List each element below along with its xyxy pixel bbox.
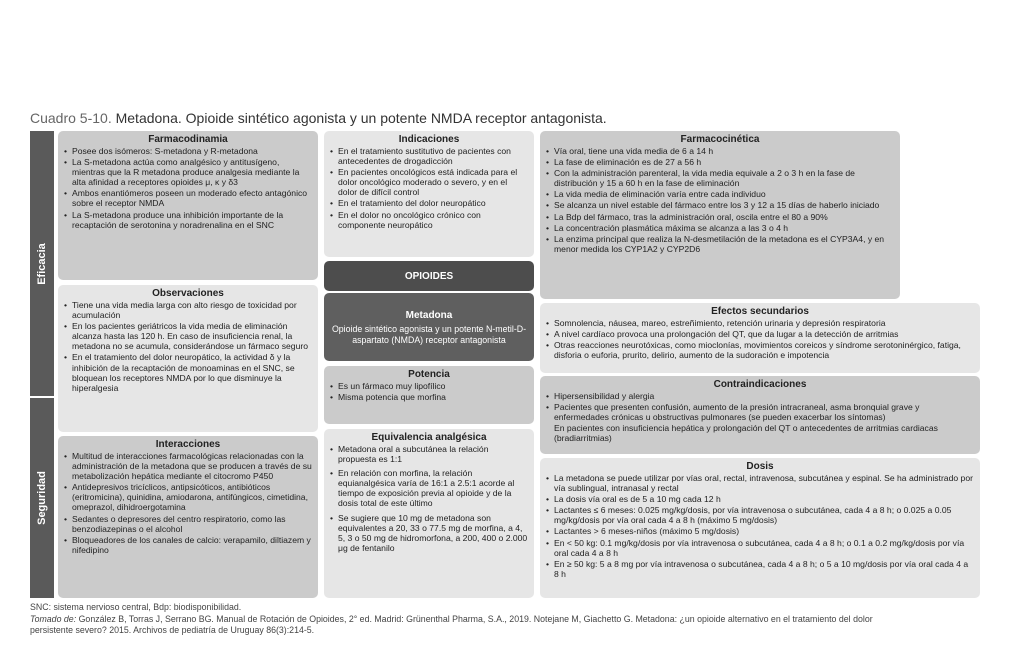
farmacodinamia-list — [64, 146, 312, 230]
table-title — [30, 110, 607, 126]
source-label: Tomado de: — [30, 613, 77, 624]
efectos-heading: Efectos secundarios — [711, 306, 809, 317]
list-item: • En el dolor no oncológico crónico con componente neuropático — [330, 210, 528, 230]
list-item: • La Bdp del fármaco, tras la administración oral, oscila entre el 80 a 90% — [546, 212, 894, 222]
indicaciones-list — [330, 146, 528, 230]
list-item: • En los pacientes geriátricos la vida media de eliminación alcanza hasta las 120 h. En caso de insuficiencia renal, la metadona no se acumula, considerándose un fármaco seguro — [64, 321, 312, 351]
list-item: • Somnolencia, náusea, mareo, estreñimiento, retención urinaria y depresión respiratoria — [546, 318, 974, 328]
equivalencia-heading: Equivalencia analgésica — [371, 432, 487, 443]
list-item: • Hipersensibilidad y alergia — [546, 391, 974, 401]
list-item: • La enzima principal que realiza la N-desmetilación de la metadona es el CYP3A4, y en menor medida los CYP1A2 y CYP2D6 — [546, 234, 894, 254]
list-item: • La vida media de eliminación varía entre cada individuo — [546, 189, 894, 199]
opioides-label: OPIOIDES — [404, 271, 454, 282]
list-item: • En el tratamiento sustitutivo de pacientes con antecedentes de drogadicción — [330, 146, 528, 166]
equivalencia-list — [330, 444, 528, 553]
interacciones-box — [58, 436, 318, 598]
list-item: • Multitud de interacciones farmacológicas relacionadas con la administración de la metadona que se producen a través de su metabolización hepática mediante el citocromo P450 — [64, 451, 312, 481]
contraindicaciones-list — [546, 391, 974, 443]
list-item: • A nivel cardíaco provoca una prolongación del QT, que da lugar a la detección de arritmias — [546, 329, 974, 339]
source-note — [30, 614, 910, 637]
list-item: • En relación con morfina, la relación equianalgésica varía de 16:1 a 2.5:1 acorde al tiempo de exposición previa al opioide y de la dosis total de este último — [330, 468, 528, 508]
list-item: En pacientes con insuficiencia hepática y prolongación del QT o antecedentes de arritmias cardiacas (bradiarritmias) — [554, 423, 938, 444]
observaciones-list — [64, 300, 312, 393]
list-item: • Sedantes o depresores del centro respiratorio, como las benzodiazepinas o el alcohol — [64, 514, 312, 534]
opioides-box — [324, 261, 534, 291]
list-item: • Tiene una vida media larga con alto riesgo de toxicidad por acumulación — [64, 300, 312, 320]
list-item: • La concentración plasmática máxima se alcanza a las 3 o 4 h — [546, 223, 894, 233]
list-item: • En el tratamiento del dolor neuropático, la actividad δ y la inhibición de la recaptación de monoaminas en el SNC, se bloquean los receptores NMDA por lo que disminuye la hiperalgesia — [64, 352, 312, 392]
dosis-box — [540, 458, 980, 598]
list-item: • La fase de eliminación es de 27 a 56 h — [546, 157, 894, 167]
dosis-list — [546, 473, 974, 579]
sidebar-eficacia — [30, 131, 54, 396]
potencia-heading: Potencia — [408, 369, 450, 380]
observaciones-box — [58, 285, 318, 432]
indicaciones-heading: Indicaciones — [398, 134, 460, 145]
metadona-description: Opioide sintético agonista y un potente N-metil-D-aspartato (NMDA) receptor antagonista — [331, 324, 527, 345]
metadona-heading: Metadona — [405, 310, 453, 321]
interacciones-heading: Interacciones — [155, 439, 221, 450]
sidebar-seguridad — [30, 398, 54, 598]
list-item: • La dosis vía oral es de 5 a 10 mg cada 12 h — [546, 494, 974, 504]
list-item: • Lactantes ≤ 6 meses: 0.025 mg/kg/dosis, por vía intravenosa o subcutánea, cada 4 a 8 h; o 0.025 a 0.05 mg/kg/dosis por vía oral cada 4 a 8 h (máximo 5 mg/dosis) — [546, 505, 974, 525]
list-item: • Misma potencia que morfina — [330, 392, 528, 402]
farmacodinamia-box — [58, 131, 318, 280]
list-item: • La S-metadona produce una inhibición importante de la recaptación de serotonina y noradrenalina en el SNC — [64, 210, 312, 230]
indicaciones-box — [324, 131, 534, 257]
potencia-list — [330, 381, 528, 402]
list-item: • La S-metadona actúa como analgésico y antitusígeno, mientras que la R metadona produce analgesia mediante la alta afinidad a receptores opioides μ, κ y δ3 — [64, 157, 312, 187]
list-item: • Ambos enantiómeros poseen un moderado efecto antagónico sobre el receptor NMDA — [64, 188, 312, 208]
efectos-box — [540, 303, 980, 373]
farmacodinamia-heading: Farmacodinamia — [148, 134, 228, 145]
metadona-box — [324, 293, 534, 361]
list-item: • Otras reacciones neurotóxicas, como mioclonías, movimientos coreicos y síndrome serotoninérgico, fatiga, disforia o euforia, prurito, delirio, aumento de la sudoración e impotencia — [546, 340, 974, 360]
list-item: • Es un fármaco muy lipofílico — [330, 381, 528, 391]
list-item: • En pacientes oncológicos está indicada para el dolor oncológico moderado o severo, y en el dolor de difícil control — [330, 167, 528, 197]
source-text: González B, Torras J, Serrano BG. Manual de Rotación de Opioides, 2° ed. Madrid: Grünenthal Pharma, S.A., 2019. Notejane M, Giachetto G. Metadona: ¿un opioide alternativo en el tratamiento del dolor persistente severo? 2015. Archivos de pediatría de Uruguay 86(3):214-5. — [30, 613, 873, 635]
footer-notes — [30, 602, 910, 637]
list-item: • Posee dos isómeros: S-metadona y R-metadona — [64, 146, 312, 156]
contraindicaciones-heading: Contraindicaciones — [713, 379, 807, 390]
list-item: • Vía oral, tiene una vida media de 6 a 14 h — [546, 146, 894, 156]
list-item: • Metadona oral a subcutánea la relación propuesta es 1:1 — [330, 444, 528, 464]
seguridad-label: Seguridad — [36, 471, 48, 525]
potencia-box — [324, 366, 534, 424]
equivalencia-box — [324, 429, 534, 598]
observaciones-heading: Observaciones — [152, 288, 224, 299]
eficacia-label: Eficacia — [36, 242, 48, 285]
abbreviations-note: SNC: sistema nervioso central, Bdp: biodisponibilidad. — [30, 602, 242, 612]
list-item: • En ≥ 50 kg: 5 a 8 mg por vía intravenosa o subcutánea, cada 4 a 8 h; o 5 a 10 mg/dosis por vía oral cada 4 a 8 h — [546, 559, 974, 579]
list-item: • Bloqueadores de los canales de calcio: verapamilo, diltiazem y nifedipino — [64, 535, 312, 555]
list-item: • Lactantes > 6 meses-niños (máximo 5 mg/dosis) — [546, 526, 974, 536]
list-item: • En < 50 kg: 0.1 mg/kg/dosis por vía intravenosa o subcutánea, cada 4 a 8 h; o 0.1 a 0.2 mg/kg/dosis por vía oral cada 4 a 8 h — [546, 538, 974, 558]
dosis-heading: Dosis — [746, 461, 774, 472]
list-item: • La metadona se puede utilizar por vías oral, rectal, intravenosa, subcutánea y espinal. Se ha administrado por vía sublingual, intranasal y rectal — [546, 473, 974, 493]
list-item: • Se alcanza un nivel estable del fármaco entre los 3 y 12 a 15 días de haberlo iniciado — [546, 200, 894, 210]
table-number: Cuadro 5-10. — [30, 110, 112, 126]
interacciones-list — [64, 451, 312, 555]
list-item: • En el tratamiento del dolor neuropático — [330, 198, 528, 208]
farmacocinetica-heading: Farmacocinética — [680, 134, 760, 145]
list-item: • Con la administración parenteral, la vida media equivale a 2 o 3 h en la fase de distribución y 15 a 60 h en la fase de eliminación — [546, 168, 894, 188]
farmacocinetica-list — [546, 146, 894, 254]
list-item: • Pacientes que presenten confusión, aumento de la presión intracraneal, asma bronquial grave y enfermedades crónicas u obstructivas pulmonares (se pueden exacerbar los síntomas) — [546, 402, 974, 422]
contraindicaciones-box — [540, 376, 980, 454]
table-caption: Metadona. Opioide sintético agonista y un potente NMDA receptor antagonista. — [115, 110, 607, 126]
list-item: • Antidepresivos tricíclicos, antipsicóticos, antibióticos (eritromicina), quinidina, amiodarona, antifúngicos, cimetidina, omeprazol, dihidroergotamina — [64, 482, 312, 512]
farmacocinetica-box — [540, 131, 900, 299]
efectos-list — [546, 318, 974, 360]
list-item: • Se sugiere que 10 mg de metadona son equivalentes a 20, 33 o 77.5 mg de morfina, a 4, 5, 3 o 50 mg de hidromorfona, a 200, 400 o 2.000 μg de fentanilo — [330, 513, 528, 553]
